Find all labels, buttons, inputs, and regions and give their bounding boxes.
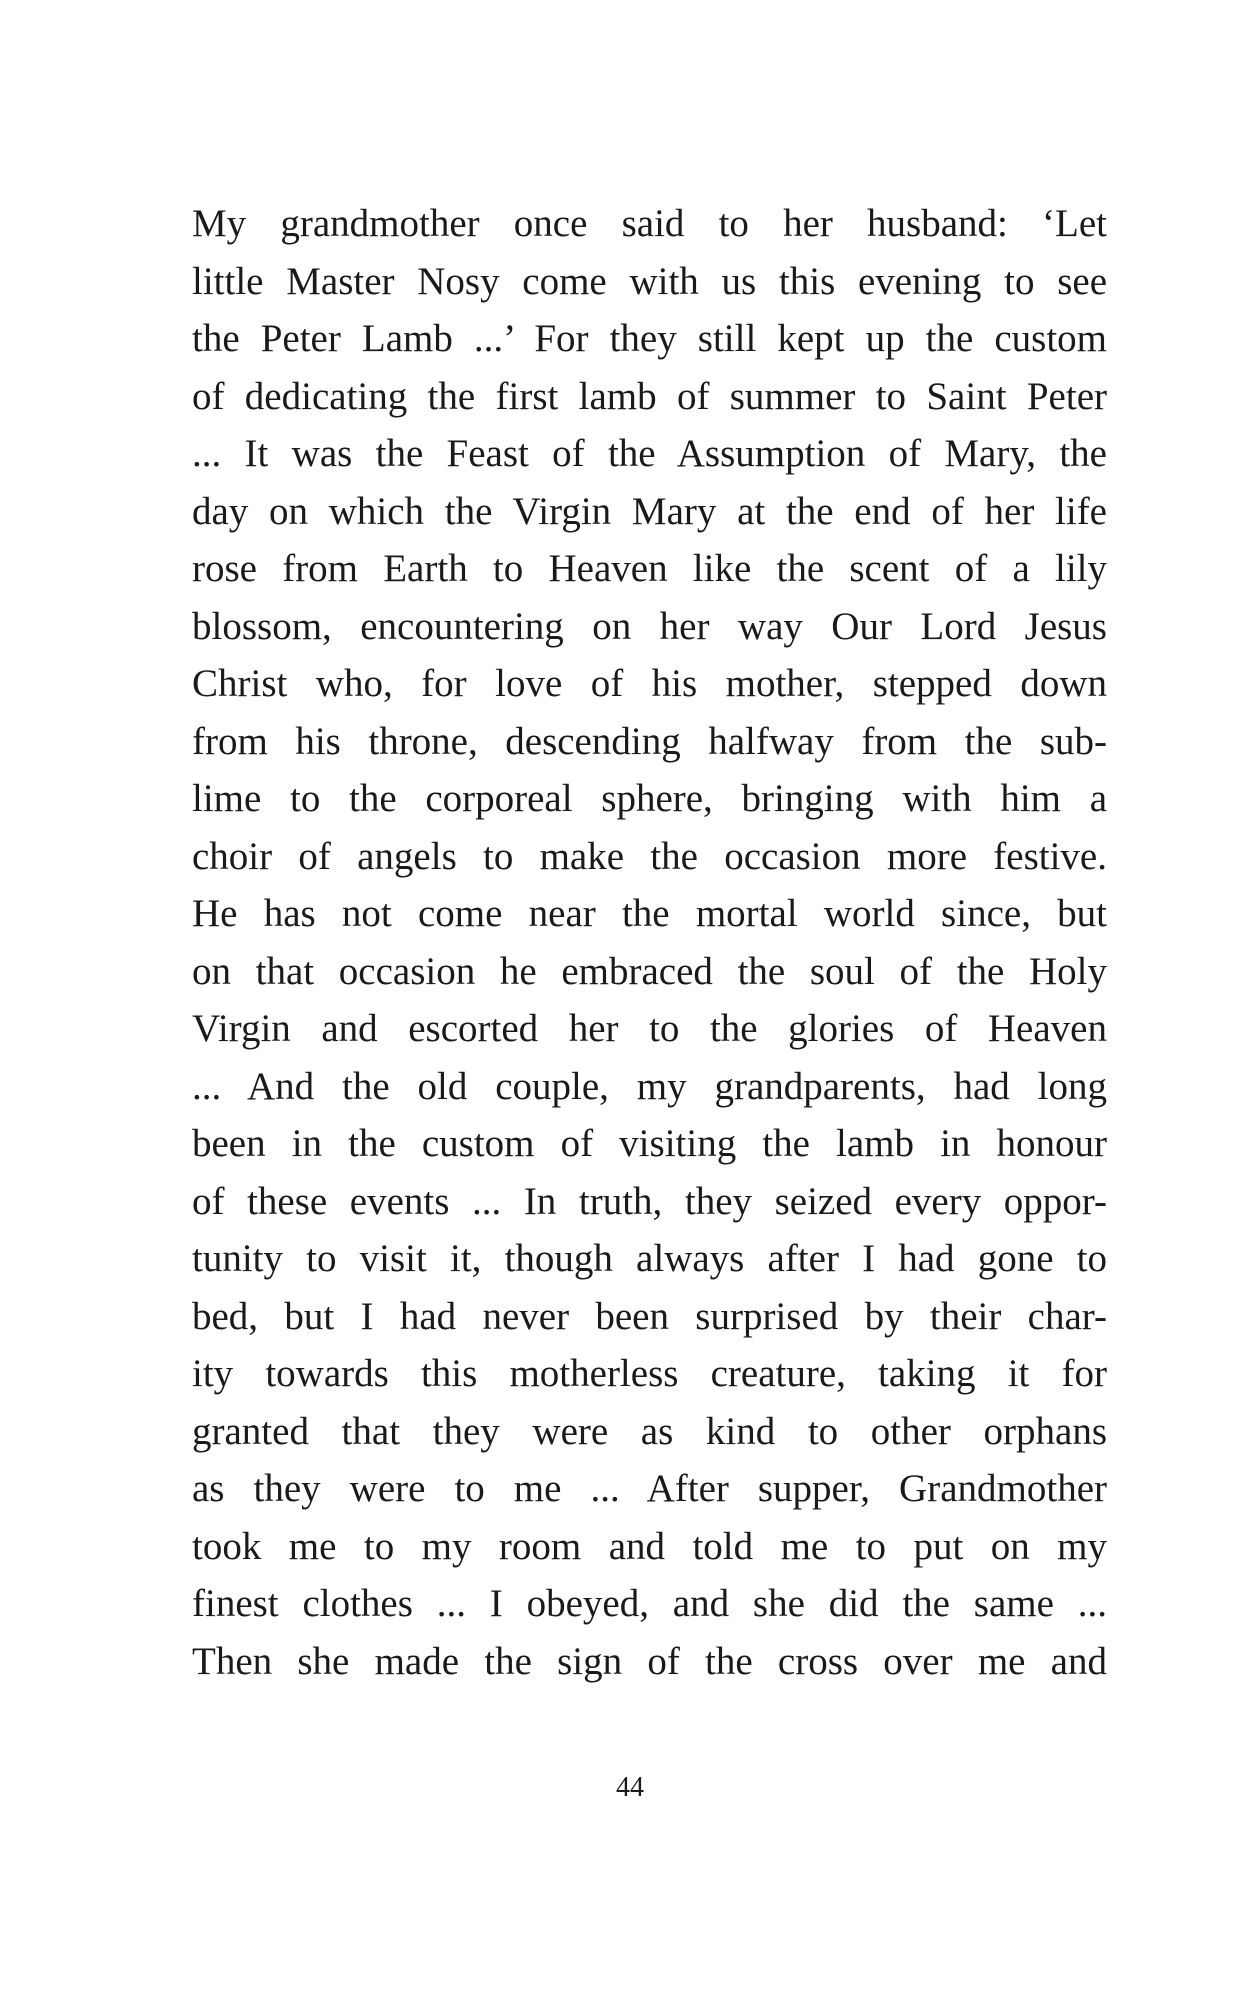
text-line: blossom, encountering on her way Our Lord Jesus	[192, 604, 1107, 648]
text-line: bed, but I had never been surprised by their char-	[192, 1294, 1107, 1338]
text-line: Virgin and escorted her to the glories of Heaven	[192, 1007, 1107, 1050]
text-line: of dedicating the first lamb of summer to Saint Peter	[192, 374, 1107, 418]
text-line: Then she made the sign of the cross over me and	[192, 1639, 1107, 1683]
text-line: granted that they were as kind to other orphans	[192, 1409, 1107, 1453]
text-line: My grandmother once said to her husband: ‘Let	[192, 202, 1107, 245]
text-line: He has not come near the mortal world since, but	[192, 892, 1107, 935]
text-line: lime to the corporeal sphere, bringing with him a	[192, 777, 1107, 820]
body-text	[192, 195, 1107, 1690]
text-line: of these events ... In truth, they seized every oppor-	[192, 1179, 1107, 1223]
text-line: ity towards this motherless creature, taking it for	[192, 1352, 1107, 1395]
text-line: ... And the old couple, my grandparents, had long	[192, 1064, 1107, 1108]
text-line: ... It was the Feast of the Assumption of Mary, the	[192, 432, 1107, 475]
text-line: rose from Earth to Heaven like the scent of a lily	[192, 547, 1107, 590]
text-line: the Peter Lamb ...’ For they still kept up the custom	[192, 317, 1107, 360]
text-line: day on which the Virgin Mary at the end of her life	[192, 489, 1107, 533]
text-line: finest clothes ... I obeyed, and she did the same ...	[192, 1582, 1107, 1625]
page-number: 44	[616, 1772, 644, 1803]
text-line: little Master Nosy come with us this evening to see	[192, 259, 1107, 303]
text-line: been in the custom of visiting the lamb in honour	[192, 1122, 1107, 1165]
text-line: Christ who, for love of his mother, stepped down	[192, 662, 1107, 705]
text-line: from his throne, descending halfway from the sub-	[192, 719, 1107, 763]
text-line: tunity to visit it, though always after I had gone to	[192, 1237, 1107, 1280]
text-line: took me to my room and told me to put on my	[192, 1524, 1107, 1568]
text-line: on that occasion he embraced the soul of the Holy	[192, 949, 1107, 993]
text-line: choir of angels to make the occasion more festive.	[192, 834, 1107, 878]
text-line: as they were to me ... After supper, Grandmother	[192, 1467, 1107, 1510]
